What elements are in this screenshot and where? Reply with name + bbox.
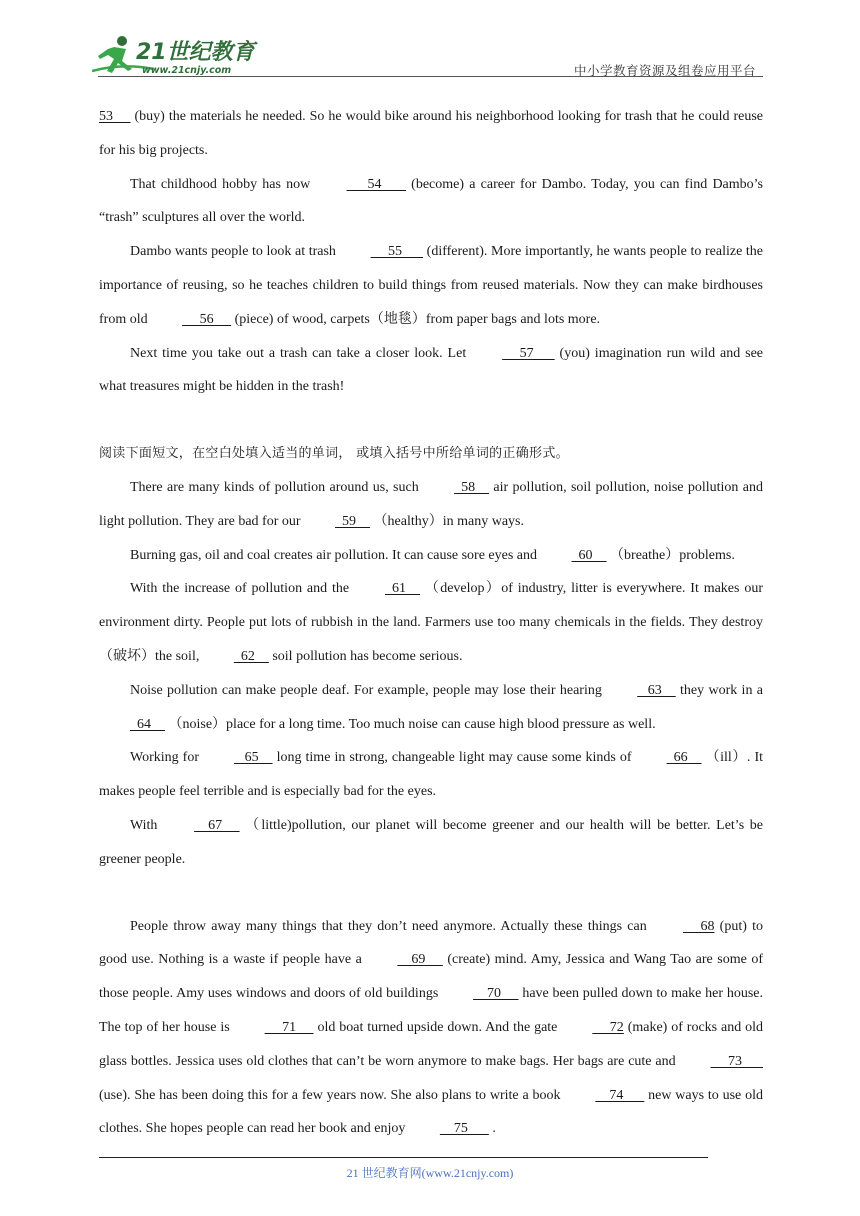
- paragraph: [99, 809, 763, 877]
- passage-3: [99, 910, 763, 1147]
- paragraph-text: Working for: [130, 750, 204, 766]
- paragraph-text: (create) mind. Amy, Jessica and Wang Tao are some of those people. Amy uses windows and doors of old buildings: [99, 952, 763, 1002]
- page-header: [0, 0, 860, 80]
- paragraph-text: Noise pollution can make people deaf. For example, people may lose their hearing: [130, 682, 607, 698]
- paragraph-text: air pollution, soil pollution, noise pollution and light pollution. They are bad for our: [99, 479, 763, 529]
- paragraph-text: .: [488, 1121, 496, 1137]
- answer-blank[interactable]: 57: [502, 345, 555, 361]
- paragraph-text: With the increase of pollution and the: [130, 581, 354, 597]
- answer-blank[interactable]: 60: [571, 547, 607, 563]
- paragraph: [99, 337, 763, 405]
- footer-divider: [99, 1157, 708, 1158]
- answer-blank[interactable]: 59: [335, 513, 371, 529]
- paragraph: [99, 235, 763, 336]
- answer-blank[interactable]: 63: [637, 682, 676, 698]
- paragraph-text: (put) to good use. Nothing is a waste if people have a: [99, 918, 763, 968]
- logo-url: www.21cnjy.com: [142, 65, 232, 76]
- answer-blank[interactable]: 71: [264, 1019, 314, 1035]
- answer-blank[interactable]: 68: [682, 918, 715, 934]
- paragraph-text: old boat turned upside down. And the gate: [313, 1019, 562, 1035]
- paragraph-text: they work in a: [675, 682, 763, 698]
- paragraph-text: People throw away many things that they don’t need anymore. Actually these things can: [130, 918, 652, 934]
- paragraph-text: （breathe）problems.: [606, 547, 735, 563]
- logo-text: 21世纪教育: [136, 40, 255, 65]
- paragraph: [99, 910, 763, 1147]
- answer-blank[interactable]: 61: [384, 581, 420, 597]
- paragraph-text: Next time you take out a trash can take a closer look. Let: [130, 345, 472, 361]
- paragraph-text: Burning gas, oil and coal creates air pollution. It can cause sore eyes and: [130, 547, 541, 563]
- answer-blank[interactable]: 54: [346, 176, 406, 192]
- answer-blank[interactable]: 56: [182, 311, 232, 327]
- answer-blank[interactable]: 62: [233, 648, 269, 664]
- paragraph-text: （ill）. It makes people feel terrible and is especially bad for the eyes.: [99, 750, 763, 800]
- answer-blank[interactable]: 65: [234, 750, 273, 766]
- exercise-instruction: 阅读下面短文，在空白处填入适当的单词， 或填入括号中所给单词的正确形式。: [99, 446, 569, 462]
- header-divider: [98, 76, 763, 77]
- paragraph-text: （noise）place for a long time. Too much noise can cause high blood pressure as well.: [165, 716, 656, 732]
- paragraph: [99, 168, 763, 236]
- paragraph-text: There are many kinds of pollution around us, such: [130, 479, 424, 495]
- paragraph: [99, 100, 763, 168]
- document-body: [99, 100, 763, 1146]
- paragraph-text: (become) a career for Dambo. Today, you can find Dambo’s “trash” sculptures all over the world.: [99, 176, 763, 226]
- paragraph-text: have been pulled down to make her house. The top of her house is: [99, 986, 763, 1035]
- answer-blank[interactable]: 72: [592, 1019, 624, 1035]
- passage-1: [99, 100, 763, 404]
- paragraph-text: (you) imagination run wild and see what treasures might be hidden in the trash!: [99, 345, 764, 395]
- paragraph: [99, 539, 763, 573]
- paragraph-text: Dambo wants people to look at trash: [130, 244, 340, 260]
- site-slogan: 中小学教育资源及组卷应用平台: [573, 64, 756, 78]
- paragraph-text: (different). More importantly, he wants people to realize the importance of reusing, so he teaches children to build things from reused materials. Now they can make birdhouses from old: [99, 244, 763, 327]
- passage-2: [99, 471, 763, 877]
- answer-blank[interactable]: 70: [473, 986, 519, 1002]
- paragraph-text: long time in strong, changeable light may cause some kinds of: [272, 750, 636, 766]
- paragraph: [99, 741, 763, 809]
- section-spacer: [99, 877, 763, 910]
- site-logo[interactable]: [92, 33, 267, 78]
- paragraph-text: （little)pollution, our planet will become greener and our health will be better. Let’s be greener people.: [99, 817, 763, 867]
- answer-blank[interactable]: 66: [666, 750, 702, 766]
- footer-text[interactable]: 21 世纪教育网(www.21cnjy.com): [346, 1166, 514, 1180]
- paragraph-text: With: [130, 817, 164, 833]
- answer-blank[interactable]: 67: [194, 817, 240, 833]
- paragraph-text: (make) of rocks and old glass bottles. Jessica uses old clothes that can’t be worn anymore to make bags. Her bags are cute and: [99, 1019, 763, 1069]
- paragraph: [99, 674, 763, 742]
- answer-blank[interactable]: 64: [130, 716, 165, 732]
- paragraph-text: (use). She has been doing this for a few years now. She also plans to write a book: [99, 1087, 565, 1103]
- paragraph-text: （healthy）in many ways.: [370, 513, 525, 529]
- paragraph-text: （develop）of industry, litter is everywhere. It makes our environment dirty. People put lots of rubbish in the land. Farmers use too many chemicals in the fields. They destroy（破坏）the soil,: [99, 581, 763, 664]
- paragraph: [99, 471, 763, 539]
- paragraph-text: (buy) the materials he needed. So he would bike around his neighborhood looking for trash that he could reuse for his big projects.: [99, 109, 763, 158]
- answer-blank[interactable]: 55: [370, 244, 424, 260]
- paragraph-text: soil pollution has become serious.: [268, 648, 463, 664]
- answer-blank[interactable]: 73: [710, 1053, 763, 1069]
- paragraph-text: That childhood hobby has now: [130, 176, 316, 192]
- paragraph-text: (piece) of wood, carpets（地毯）from paper bags and lots more.: [231, 311, 601, 327]
- section-spacer: [99, 404, 763, 437]
- answer-blank[interactable]: 53: [99, 109, 131, 124]
- paragraph: [99, 572, 763, 673]
- answer-blank[interactable]: 75: [439, 1121, 489, 1137]
- answer-blank[interactable]: 74: [595, 1087, 645, 1103]
- answer-blank[interactable]: 58: [454, 479, 490, 495]
- paragraph-text: new ways to use old clothes. She hopes people can read her book and enjoy: [99, 1087, 763, 1137]
- answer-blank[interactable]: 69: [397, 952, 443, 968]
